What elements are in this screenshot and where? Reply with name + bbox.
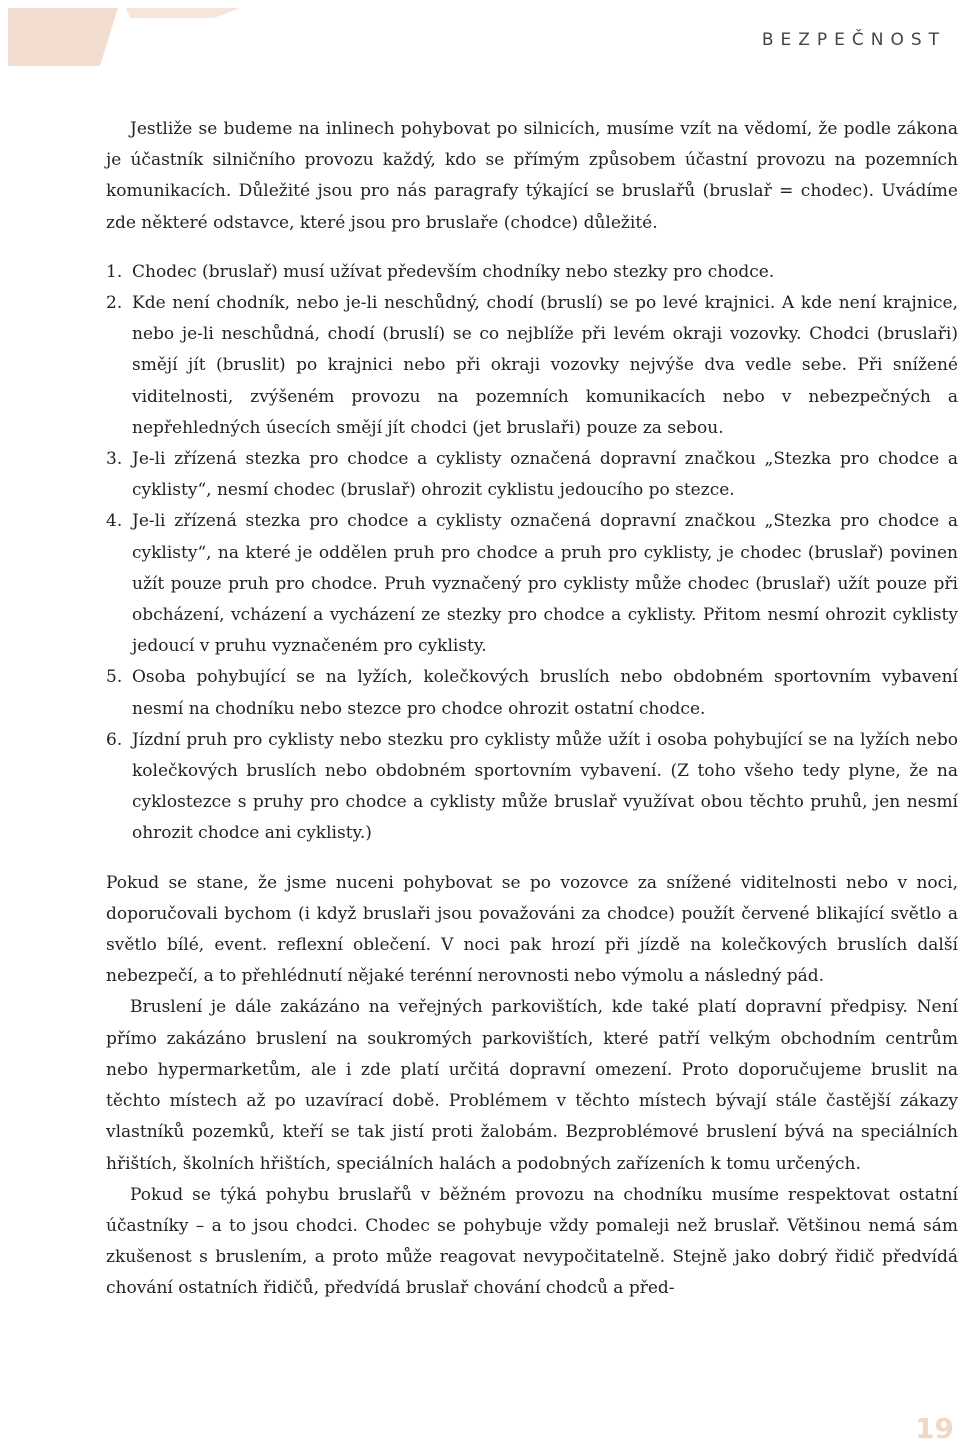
list-item: [106, 725, 958, 850]
list-item: [106, 506, 958, 662]
list-item-text: Je-li zřízená stezka pro chodce a cyklisty označená dopravní značkou „Stezka pro chodce a cyklisty“, na které je oddělen pruh pro chodce a pruh pro cyklisty, je chodec (bruslař) povinen užít pouze pruh pro chodce. Pruh vyznačený pro cyklisty může chodec (bruslař) užít pouze při obcházení, vcházení a vycházení ze stezky pro chodce a cyklisty. Přitom nesmí ohrozit cyklisty jedoucí v pruhu vyznačeném pro cyklisty.: [132, 511, 958, 657]
paragraph-parking: Bruslení je dále zakázáno na veřejných parkovištích, kde také platí dopravní předpisy. Není přímo zakázáno bruslení na soukromých parkovištích, které patří velkým obchodním centrům nebo hypermarketům, ale i zde platí určitá dopravní omezení. Proto doporučujeme bruslit na těchto místech až po uzavírací době. Problémem v těchto místech bývají stále častější zákazy vlastníků pozemků, kteří se tak jistí proti žalobám. Bezproblémové bruslení bývá na speciálních hřištích, školních hřištích, speciálních halách a podobných zařízeních k tomu určených.: [106, 997, 958, 1174]
list-item-text: Je-li zřízená stezka pro chodce a cyklisty označená dopravní značkou „Stezka pro chodce a cyklisty“, nesmí chodec (bruslař) ohrozit cyklistu jedoucího po stezce.: [132, 449, 958, 501]
article-body: [106, 114, 958, 1305]
corner-block-small: [126, 8, 240, 18]
list-item-text: Chodec (bruslař) musí užívat především chodníky nebo stezky pro chodce.: [132, 261, 775, 282]
page-number: 19: [915, 1412, 954, 1445]
list-item-number: 5.: [106, 667, 123, 688]
list-item-text: Kde není chodník, nebo je-li neschůdný, chodí (bruslí) se po levé krajnici. A kde není krajnice, nebo je-li neschůdná, chodí (bruslí) se co nejblíže při levém okraji vozovky. Chodci (bruslaři) smějí jít (bruslit) po krajnici nebo při okraji vozovky nejvýše dva vedle sebe. Při snížené viditelnosti, zvýšeném provozu na pozemních komunikacích nebo v nebezpečných a nepřehledných úsecích smějí jít chodci (jet bruslaři) pouze za sebou.: [132, 293, 958, 438]
intro-paragraph: Jestliže se budeme na inlinech pohybovat po silnicích, musíme vzít na vědomí, že podle zákona je účastník silničního provozu každý, kdo se přímým způsobem účastní provozu na pozemních komunikacích. Důležité jsou pro nás paragrafy týkající se bruslařů (bruslař = chodec). Uvádíme zde některé odstavce, které jsou pro bruslaře (chodce) důležité.: [106, 119, 958, 233]
rules-list: [106, 257, 958, 850]
list-item: [106, 257, 958, 288]
corner-block-large: [8, 8, 118, 66]
list-item-text: Jízdní pruh pro cyklisty nebo stezku pro cyklisty může užít i osoba pohybující se na lyžích nebo kolečkových bruslích nebo obdobném sportovním vybavení. (Z toho všeho tedy plyne, že na cyklostezce s pruhy pro chodce a cyklisty může bruslař využívat obou těchto pruhů, jen nesmí ohrozit chodce ani cyklisty.): [132, 729, 958, 844]
paragraph-pedestrians: Pokud se týká pohybu bruslařů v běžném provozu na chodníku musíme respektovat ostatní účastníky – a to jsou chodci. Chodec se pohybuje vždy pomaleji než bruslař. Většinou nemá sám zkušenost s bruslením, a proto může reagovat nevypočitatelně. Stejně jako dobrý řidič předvídá chování ostatních řidičů, předvídá bruslař chování chodců a před-: [106, 1184, 958, 1299]
list-item-number: 4.: [106, 511, 123, 532]
list-item-text: Osoba pohybující se na lyžích, kolečkových bruslích nebo obdobném sportovním vybavení nesmí na chodníku nebo stezce pro chodce ohrozit ostatní chodce.: [132, 667, 958, 719]
list-item-number: 6.: [106, 729, 123, 750]
section-header: BEZPEČNOST: [761, 30, 946, 50]
list-item-number: 3.: [106, 449, 123, 470]
list-item: [106, 288, 958, 444]
corner-decoration: [0, 0, 260, 72]
list-item: [106, 444, 958, 506]
list-item: [106, 662, 958, 724]
list-item-number: 2.: [106, 293, 123, 314]
list-item-number: 1.: [106, 261, 123, 282]
paragraph-night-riding: Pokud se stane, že jsme nuceni pohybovat se po vozovce za snížené viditelnosti nebo v noci, doporučovali bychom (i když bruslaři jsou považováni za chodce) použít červené blikající světlo a světlo bílé, event. reflexní oblečení. V noci pak hrozí při jízdě na kolečkových bruslích další nebezpečí, a to přehlédnutí nějaké terénní nerovnosti nebo výmolu a následný pád.: [106, 872, 958, 987]
